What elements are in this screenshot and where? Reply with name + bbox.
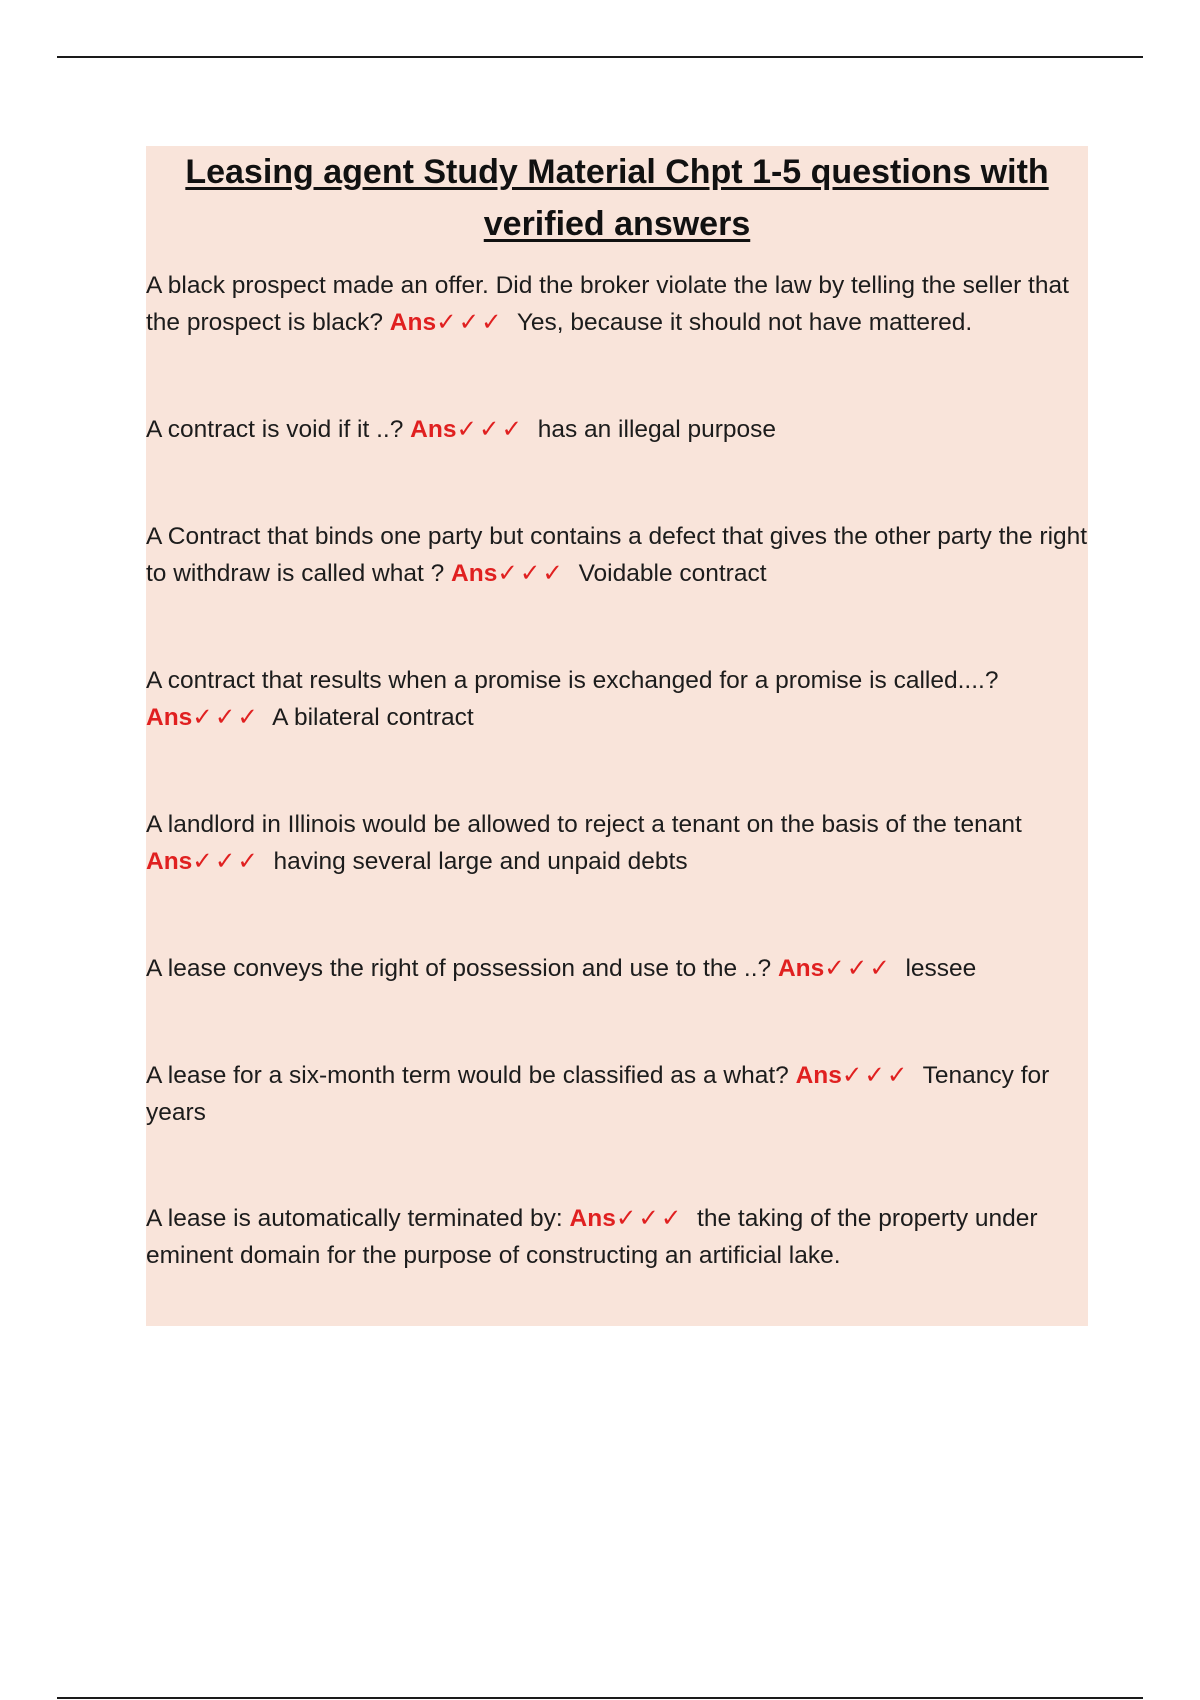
answer-marker: Ans [410,416,457,443]
question-text: A lease for a six-month term would be classified as a what? [146,1062,789,1089]
checkmark-icon: ✓✓✓ [841,1062,910,1089]
checkmark-icon: ✓✓✓ [436,309,504,336]
answer-text: has an illegal purpose [537,416,777,443]
answer-text: having several large and unpaid debts [273,848,688,875]
document-title: Leasing agent Study Material Chpt 1-5 questions with verified answers [185,153,1049,243]
question-text: A contract is void if it ..? [146,416,404,443]
answer-marker: Ans [389,309,437,336]
checkmark-icon: ✓✓✓ [192,848,260,875]
question-text: A black prospect made an offer. Did the broker violate the law by telling the seller that the prospect is black? [146,272,1069,336]
footer-rule [57,1697,1143,1699]
qa-item-2 [146,411,1096,448]
checkmark-icon: ✓✓✓ [192,704,260,731]
question-text: A lease is automatically terminated by: [146,1205,563,1232]
answer-text: Tenancy for years [146,1062,1050,1126]
qa-item-6 [146,950,1096,987]
answer-marker: Ans [569,1205,616,1232]
answer-marker: Ans [451,560,498,587]
answer-text: Voidable contract [578,560,767,587]
qa-item-7 [146,1057,1096,1131]
question-text: A landlord in Illinois would be allowed to reject a tenant on the basis of the tenant [146,811,1022,838]
answer-marker: Ans [777,955,825,982]
answer-text: lessee [905,955,977,982]
qa-item-8 [146,1200,1096,1274]
question-text: A contract that results when a promise is exchanged for a promise is called....? [146,667,999,694]
qa-item-5 [146,806,1096,880]
answer-marker: Ans [146,704,193,731]
question-text: A Contract that binds one party but contains a defect that gives the other party the right to withdraw is called what ? [146,523,1088,587]
checkmark-icon: ✓✓✓ [497,560,565,587]
answer-text: the taking of the property under eminent domain for the purpose of constructing an artificial lake. [146,1205,1038,1269]
checkmark-icon: ✓✓✓ [824,955,892,982]
checkmark-icon: ✓✓✓ [456,416,525,443]
checkmark-icon: ✓✓✓ [615,1205,684,1232]
answer-text: A bilateral contract [272,704,474,731]
answer-marker: Ans [146,848,193,875]
qa-item-1 [146,267,1096,341]
answer-marker: Ans [795,1062,842,1089]
question-text: A lease conveys the right of possession and use to the ..? [146,955,772,982]
qa-item-4 [146,662,1096,736]
header-rule [57,56,1143,58]
qa-item-3 [146,518,1096,592]
answer-text: Yes, because it should not have mattered. [516,309,973,336]
